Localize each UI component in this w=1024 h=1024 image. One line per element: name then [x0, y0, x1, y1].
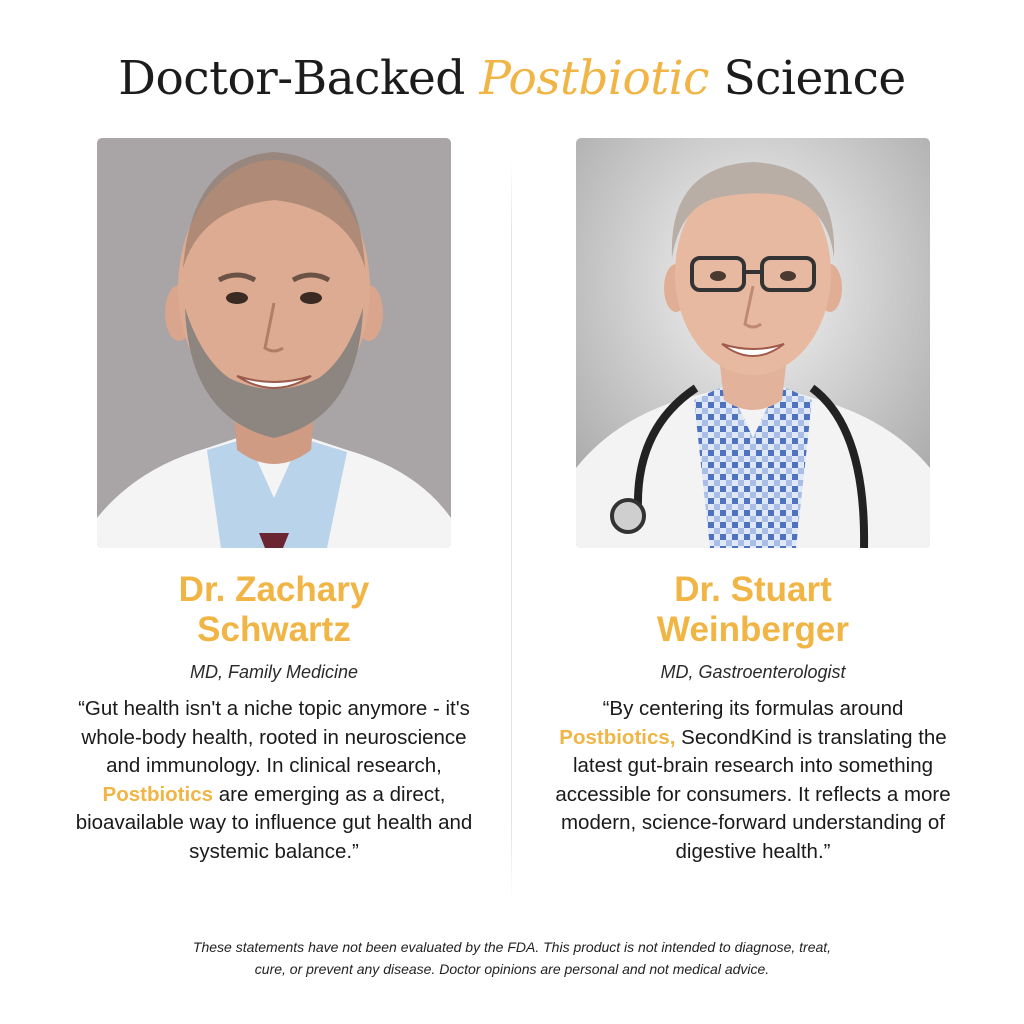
title-suffix: Science — [709, 51, 906, 106]
fda-disclaimer — [120, 936, 904, 980]
doctor-name — [97, 570, 451, 650]
doctor-card-weinberger — [555, 138, 951, 866]
quote-highlight: Postbiotics, — [559, 725, 676, 749]
doctor-quote — [546, 695, 960, 866]
column-divider — [511, 160, 512, 900]
doctor-portrait-image — [576, 138, 930, 548]
doctor-name — [576, 570, 930, 650]
quote-highlight: Postbiotics — [102, 782, 214, 806]
doctor-name-line2: Schwartz — [197, 610, 351, 649]
disclaimer-line1: These statements have not been evaluated by the FDA. This product is not intended to diagnose, treat, — [192, 939, 832, 955]
quote-text-end: are emerging as a direct, bioavailable way to influence gut health and systemic balance.” — [75, 782, 473, 863]
doctor-photo-weinberger — [576, 138, 930, 548]
disclaimer-line2: cure, or prevent any disease. Doctor opinions are personal and not medical advice. — [254, 961, 770, 977]
title-accent: Postbiotic — [479, 51, 709, 106]
title-prefix: Doctor-Backed — [118, 51, 480, 106]
doctor-card-schwartz — [75, 138, 473, 866]
quote-text-start: “Gut health isn't a niche topic anymore - it's whole-body health, rooted in neuroscience and immunology. In clinical research, — [78, 697, 470, 777]
doctor-credentials: MD, Gastroenterologist — [660, 662, 846, 682]
doctor-photo-schwartz — [97, 138, 451, 548]
quote-text-start: “By centering its formulas around — [602, 697, 904, 720]
doctor-name-line2: Weinberger — [657, 610, 849, 649]
page-title — [0, 48, 1024, 110]
doctor-name-line1: Dr. Zachary — [178, 570, 370, 609]
doctor-portrait-image — [97, 138, 451, 548]
doctor-quote — [67, 695, 481, 866]
doctor-credentials: MD, Family Medicine — [189, 662, 359, 682]
doctor-name-line1: Dr. Stuart — [674, 570, 832, 609]
quote-text-end: SecondKind is translating the latest gut-brain research into something accessible for consumers. It reflects a more modern, science-forward understanding of digestive health.” — [555, 725, 951, 863]
